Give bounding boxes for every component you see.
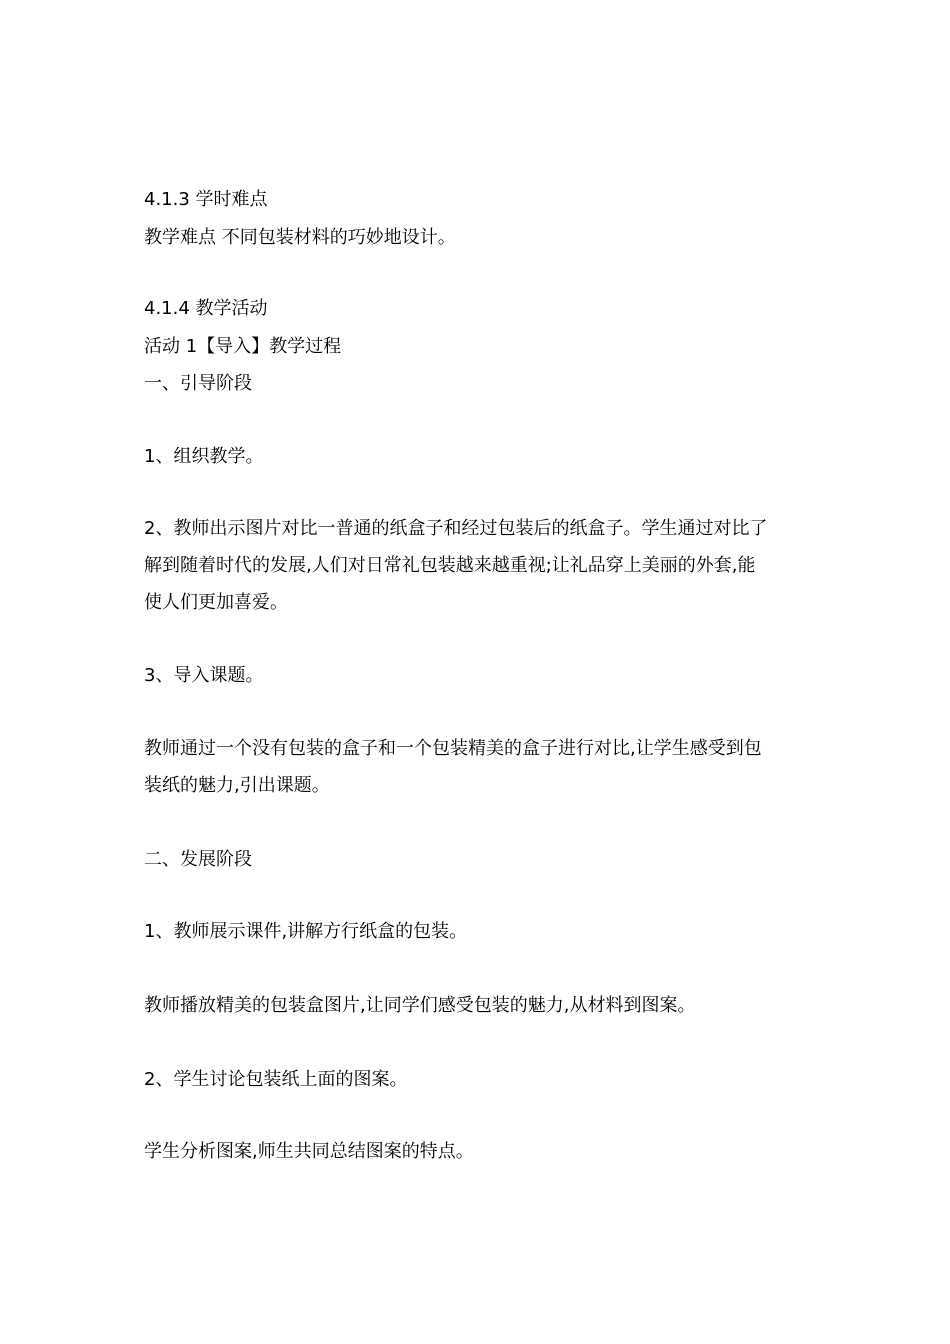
section-heading-difficulty: 4.1.3 学时难点 [144,189,268,210]
activity-title: 活动 1【导入】教学过程 [144,336,342,357]
text-line: 2、学生讨论包装纸上面的图案。 [144,1069,408,1090]
text-line: 使人们更加喜爱。 [144,592,288,613]
text-line: 教学难点 不同包装材料的巧妙地设计。 [144,227,456,248]
text-line: 教师播放精美的包装盒图片,让同学们感受包装的魅力,从材料到图案。 [144,995,696,1016]
stage-heading: 二、发展阶段 [144,849,252,870]
text-line: 1、教师展示课件,讲解方行纸盒的包装。 [144,921,468,942]
text-line: 装纸的魅力,引出课题。 [144,775,330,796]
text-line: 2、教师出示图片对比一普通的纸盒子和经过包装后的纸盒子。学生通过对比了 [144,518,768,539]
stage-heading: 一、引导阶段 [144,373,252,394]
text-line: 3、导入课题。 [144,665,264,686]
text-line: 1、组织教学。 [144,446,264,467]
text-line: 解到随着时代的发展,人们对日常礼包装越来越重视;让礼品穿上美丽的外套,能 [144,555,756,576]
text-line: 教师通过一个没有包装的盒子和一个包装精美的盒子进行对比,让学生感受到包 [144,738,762,759]
text-line: 学生分析图案,师生共同总结图案的特点。 [144,1141,474,1162]
section-heading-activities: 4.1.4 教学活动 [144,298,268,319]
